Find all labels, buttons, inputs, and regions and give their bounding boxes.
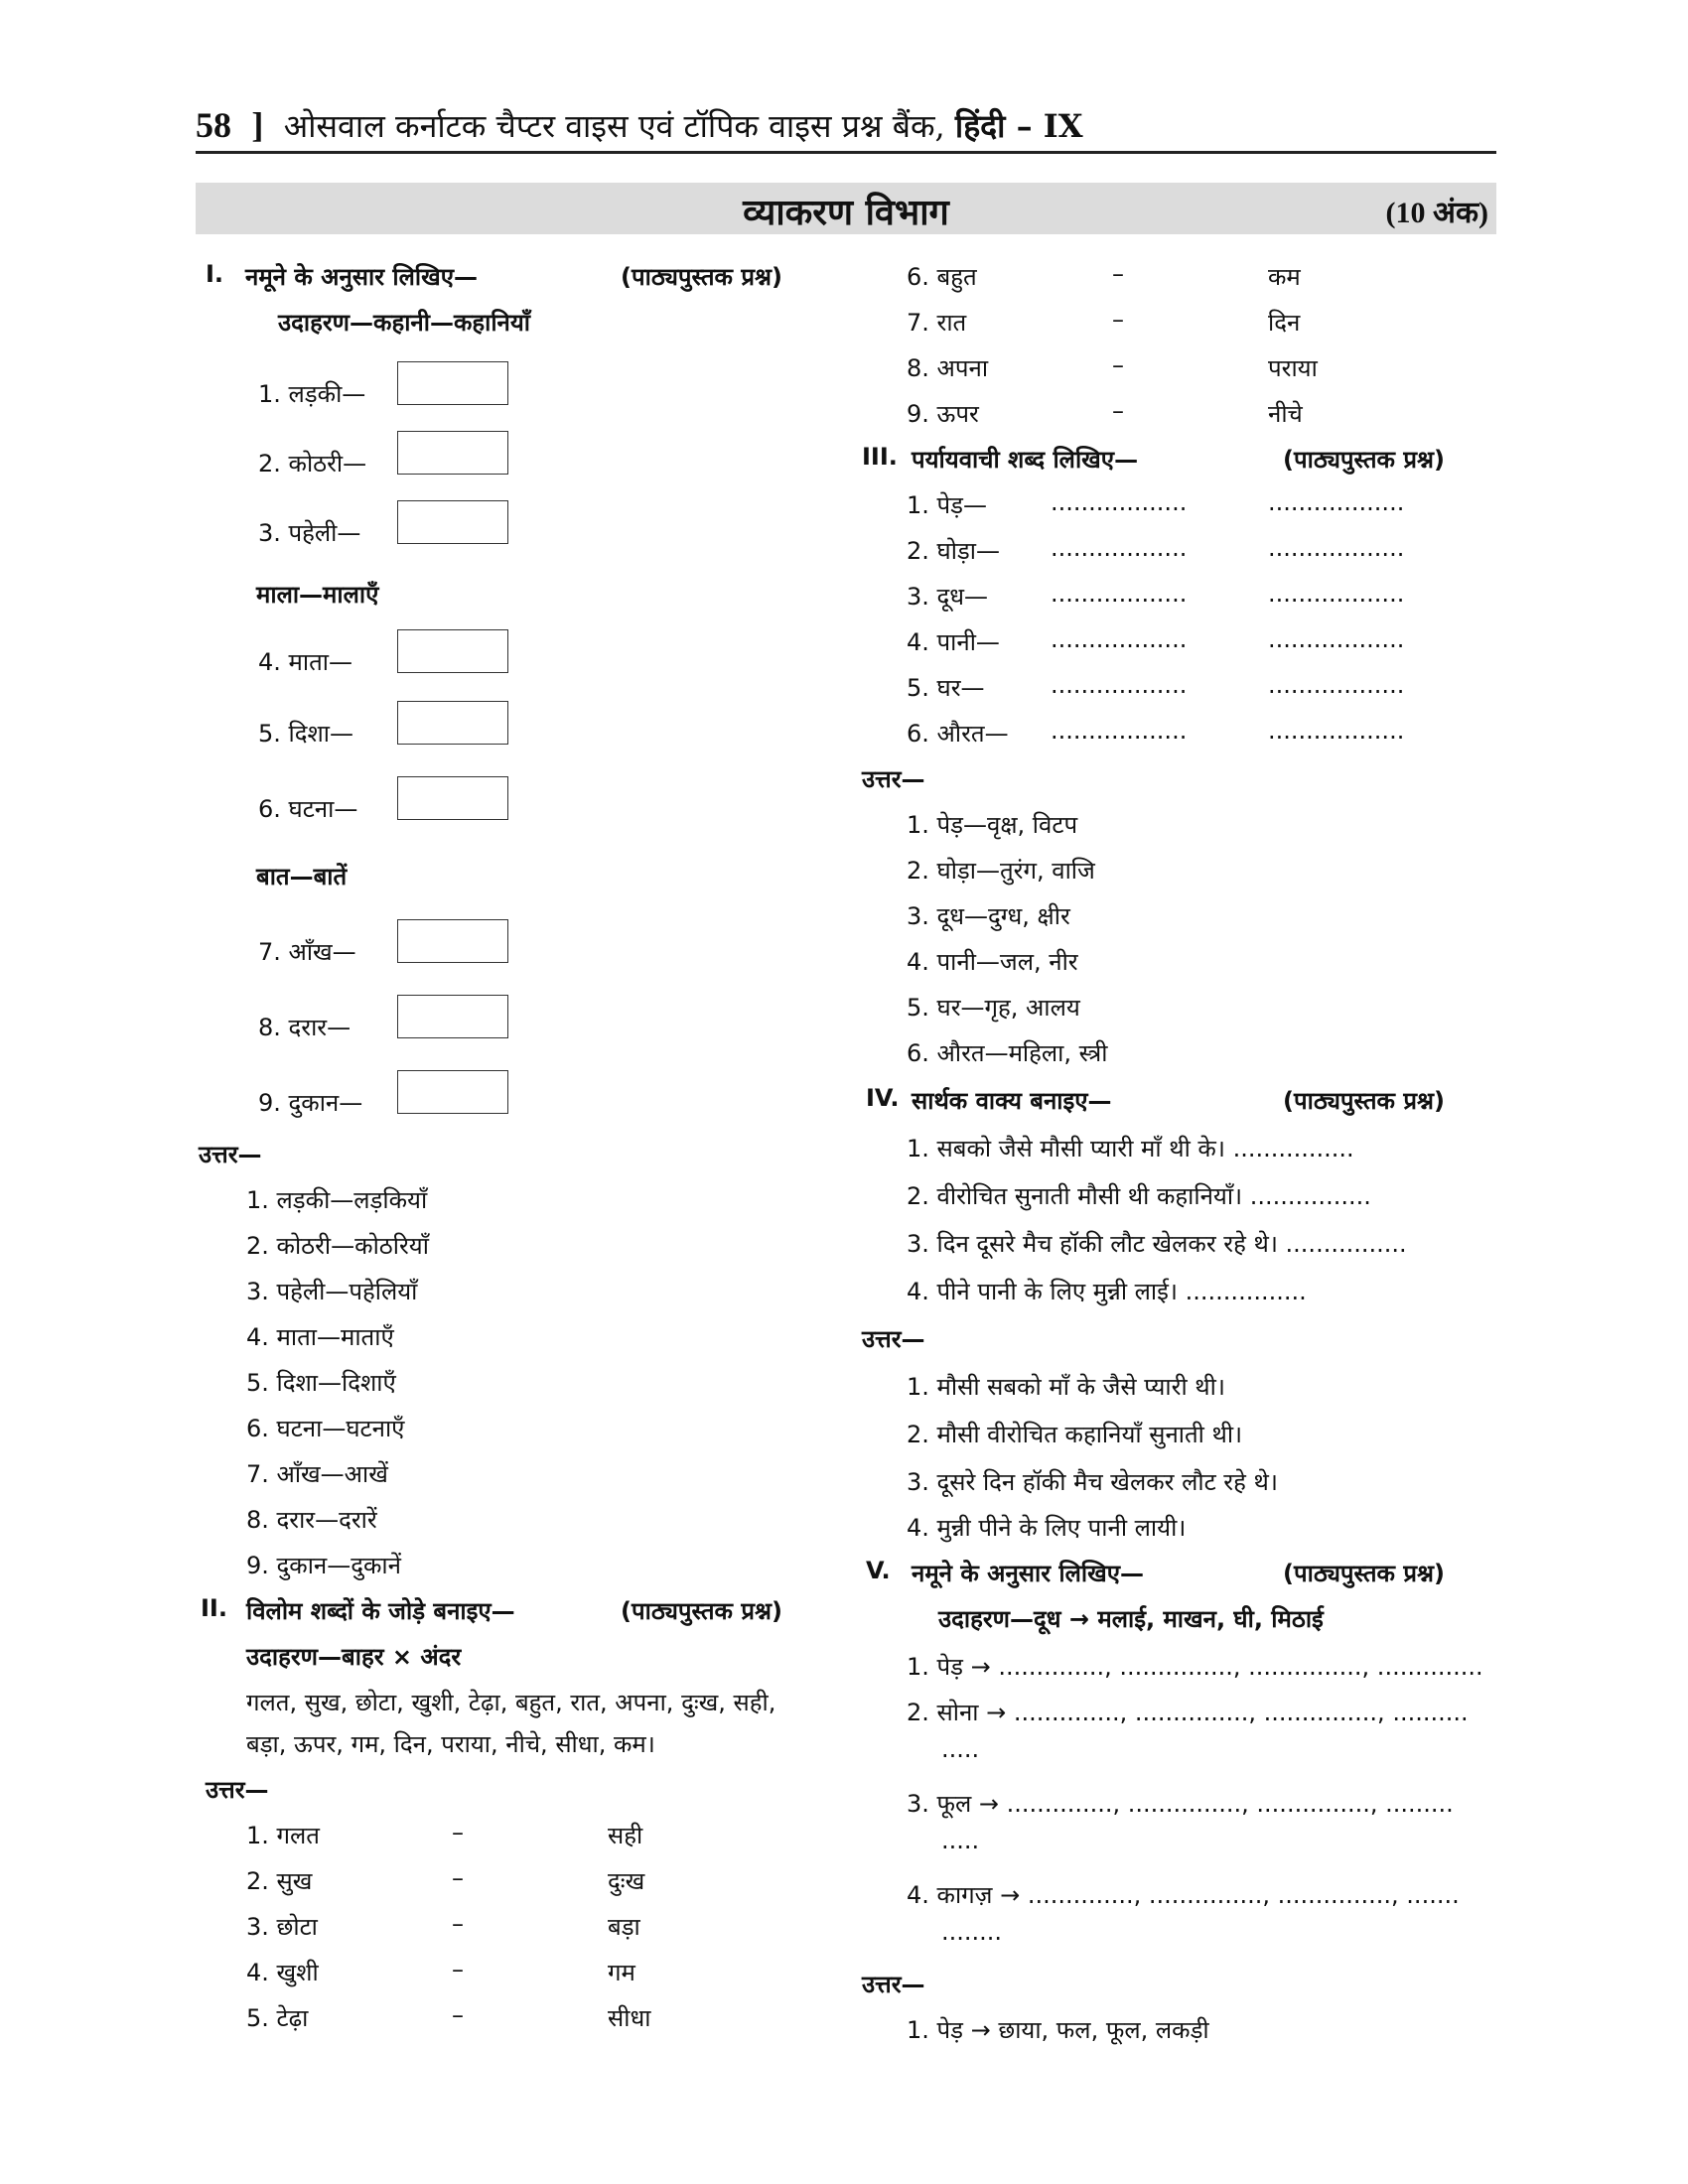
- antonym-left: 5. टेढ़ा: [246, 2004, 309, 2032]
- answer-line: 2. घोड़ा—तुरंग, वाजि: [907, 857, 1095, 885]
- antonym-left: 8. अपना: [907, 354, 989, 382]
- q4-number: IV.: [866, 1084, 900, 1112]
- q5-item: 4. कागज़ → .............., ..............., ..............., .......: [907, 1881, 1460, 1909]
- q1-item: 8. दरार—: [258, 1014, 352, 1041]
- q3-source: (पाठ्यपुस्तक प्रश्न): [1283, 446, 1445, 474]
- q1-item: 9. दुकान—: [258, 1089, 363, 1117]
- q4-item: 3. दिन दूसरे मैच हॉकी लौट खेलकर रहे थे। ................: [907, 1230, 1407, 1258]
- q5-answer-label: उत्तर—: [862, 1971, 925, 1998]
- antonym-left: 9. ऊपर: [907, 400, 979, 428]
- synonym-blank: ..................: [1051, 534, 1188, 562]
- antonym-right: सही: [608, 1822, 643, 1849]
- q2-instruction: विलोम शब्दों के जोड़े बनाइए—: [246, 1597, 515, 1625]
- q1-group-heading: माला—मालाएँ: [256, 581, 379, 609]
- antonym-left: 6. बहुत: [907, 263, 977, 291]
- synonym-blank: ..................: [1051, 671, 1188, 699]
- answer-box[interactable]: [397, 500, 508, 544]
- q1-item: 7. आँख—: [258, 938, 356, 966]
- antonym-dash: –: [452, 1819, 464, 1846]
- answer-line: 1. पेड़ → छाया, फल, फूल, लकड़ी: [907, 2016, 1209, 2044]
- answer-line: 6. औरत—महिला, स्त्री: [907, 1039, 1108, 1067]
- q4-item: 2. वीरोचित सुनाती मौसी थी कहानियाँ। ................: [907, 1182, 1371, 1210]
- q5-item-cont: ........: [941, 1918, 1003, 1946]
- antonym-dash: –: [1112, 397, 1124, 425]
- subject-label: हिंदी – IX: [954, 107, 1083, 145]
- synonym-blank: ..................: [1268, 717, 1405, 745]
- answer-box[interactable]: [397, 995, 508, 1038]
- antonym-dash: –: [452, 1864, 464, 1892]
- synonym-blank: ..................: [1051, 625, 1188, 653]
- q2-answer-label: उत्तर—: [206, 1776, 269, 1804]
- synonym-blank: ..................: [1051, 717, 1188, 745]
- antonym-left: 1. गलत: [246, 1822, 320, 1849]
- answer-line: 5. घर—गृह, आलय: [907, 994, 1080, 1022]
- antonym-right: सीधा: [608, 2004, 651, 2032]
- answer-line: 6. घटना—घटनाएँ: [246, 1415, 405, 1442]
- answer-box[interactable]: [397, 1070, 508, 1114]
- q4-answer-label: उत्तर—: [862, 1325, 925, 1353]
- q1-number: I.: [206, 260, 224, 288]
- antonym-dash: –: [452, 1910, 464, 1938]
- synonym-item: 3. दूध—: [907, 583, 989, 611]
- answer-box[interactable]: [397, 431, 508, 475]
- answer-line: 3. पहेली—पहेलियाँ: [246, 1278, 418, 1305]
- synonym-blank: ..................: [1051, 580, 1188, 608]
- answer-box[interactable]: [397, 701, 508, 745]
- q2-word-list: गलत, सुख, छोटा, खुशी, टेढ़ा, बहुत, रात, अपना, दुःख, सही,: [246, 1689, 776, 1716]
- page-number: 58: [196, 105, 231, 145]
- synonym-blank: ..................: [1268, 488, 1405, 516]
- antonym-right: दिन: [1268, 309, 1301, 337]
- q5-number: V.: [866, 1557, 891, 1584]
- antonym-right: गम: [608, 1959, 635, 1986]
- synonym-item: 1. पेड़—: [907, 491, 987, 519]
- answer-line: 1. मौसी सबको माँ के जैसे प्यारी थी।: [907, 1373, 1225, 1401]
- antonym-dash: –: [1112, 351, 1124, 379]
- synonym-item: 5. घर—: [907, 674, 985, 702]
- answer-line: 3. दूध—दुग्ध, क्षीर: [907, 902, 1070, 930]
- answer-box[interactable]: [397, 776, 508, 820]
- q5-item: 3. फूल → .............., ..............., ..............., .........: [907, 1790, 1454, 1818]
- answer-line: 4. पानी—जल, नीर: [907, 948, 1078, 976]
- q5-item-cont: .....: [941, 1735, 980, 1763]
- antonym-right: नीचे: [1268, 400, 1303, 428]
- antonym-left: 7. रात: [907, 309, 967, 337]
- header-bracket: ]: [251, 105, 264, 145]
- antonym-right: पराया: [1268, 354, 1318, 382]
- answer-line: 9. दुकान—दुकानें: [246, 1552, 401, 1579]
- synonym-blank: ..................: [1268, 625, 1405, 653]
- section-band: [196, 183, 1496, 234]
- answer-line: 1. पेड़—वृक्ष, विटप: [907, 811, 1078, 839]
- q3-instruction: पर्यायवाची शब्द लिखिए—: [912, 446, 1139, 474]
- answer-line: 2. मौसी वीरोचित कहानियाँ सुनाती थी।: [907, 1421, 1243, 1448]
- q1-item: 6. घटना—: [258, 795, 358, 823]
- antonym-left: 3. छोटा: [246, 1913, 318, 1941]
- synonym-blank: ..................: [1268, 580, 1405, 608]
- answer-line: 4. मुन्नी पीने के लिए पानी लायी।: [907, 1514, 1187, 1542]
- q1-item: 2. कोठरी—: [258, 450, 367, 478]
- answer-box[interactable]: [397, 629, 508, 673]
- q1-answer-label: उत्तर—: [199, 1141, 262, 1168]
- q3-number: III.: [862, 443, 898, 471]
- q4-source: (पाठ्यपुस्तक प्रश्न): [1283, 1087, 1445, 1115]
- answer-line: 5. दिशा—दिशाएँ: [246, 1369, 396, 1397]
- answer-line: 3. दूसरे दिन हॉकी मैच खेलकर लौट रहे थे।: [907, 1468, 1278, 1496]
- answer-line: 2. कोठरी—कोठरियाँ: [246, 1232, 429, 1260]
- synonym-item: 4. पानी—: [907, 628, 1000, 656]
- running-header: [196, 104, 1083, 147]
- q3-answer-label: उत्तर—: [862, 765, 925, 793]
- q1-source: (पाठ्यपुस्तक प्रश्न): [621, 263, 782, 291]
- antonym-dash: –: [452, 1956, 464, 1983]
- q2-number: II.: [201, 1594, 227, 1622]
- q5-item: 1. पेड़ → .............., ..............., ..............., ..............: [907, 1653, 1483, 1681]
- answer-line: 1. लड़की—लड़कियाँ: [246, 1186, 428, 1214]
- q5-instruction: नमूने के अनुसार लिखिए—: [912, 1560, 1145, 1587]
- q1-example: उदाहरण—कहानी—कहानियाँ: [278, 309, 531, 337]
- q4-item: 4. पीने पानी के लिए मुन्नी लाई। ................: [907, 1278, 1307, 1305]
- book-title: ओसवाल कर्नाटक चैप्टर वाइस एवं टॉपिक वाइस प्रश्न बैंक,: [283, 107, 945, 145]
- antonym-dash: –: [1112, 306, 1124, 334]
- antonym-right: दुःख: [608, 1867, 645, 1895]
- answer-line: 7. आँख—आखें: [246, 1460, 388, 1488]
- header-rule: [196, 151, 1496, 154]
- q1-item: 4. माता—: [258, 648, 352, 676]
- answer-box[interactable]: [397, 919, 508, 963]
- q1-item: 1. लड़की—: [258, 380, 366, 408]
- answer-line: 8. दरार—दरारें: [246, 1506, 377, 1534]
- synonym-item: 6. औरत—: [907, 720, 1009, 748]
- synonym-blank: ..................: [1051, 488, 1188, 516]
- q2-example: उदाहरण—बाहर × अंदर: [246, 1643, 462, 1671]
- section-marks: (10 अंक): [1385, 197, 1488, 229]
- antonym-left: 4. खुशी: [246, 1959, 319, 1986]
- antonym-dash: –: [1112, 260, 1124, 288]
- q1-item: 3. पहेली—: [258, 519, 361, 547]
- q2-word-list: बड़ा, ऊपर, गम, दिन, पराया, नीचे, सीधा, कम।: [246, 1730, 655, 1758]
- q5-example: उदाहरण—दूध → मलाई, माखन, घी, मिठाई: [938, 1605, 1324, 1633]
- antonym-right: कम: [1268, 263, 1301, 291]
- q4-item: 1. सबको जैसे मौसी प्यारी माँ थी के। ................: [907, 1135, 1354, 1162]
- q1-instruction: नमूने के अनुसार लिखिए—: [245, 263, 479, 291]
- q4-instruction: सार्थक वाक्य बनाइए—: [912, 1087, 1112, 1115]
- section-title: व्याकरण विभाग: [743, 193, 949, 233]
- answer-line: 4. माता—माताएँ: [246, 1323, 394, 1351]
- q5-source: (पाठ्यपुस्तक प्रश्न): [1283, 1560, 1445, 1587]
- q5-item: 2. सोना → .............., ..............., ..............., ..........: [907, 1699, 1469, 1726]
- q1-item: 5. दिशा—: [258, 720, 354, 748]
- synonym-blank: ..................: [1268, 534, 1405, 562]
- antonym-right: बड़ा: [608, 1913, 640, 1941]
- synonym-blank: ..................: [1268, 671, 1405, 699]
- antonym-left: 2. सुख: [246, 1867, 313, 1895]
- q1-group-heading: बात—बातें: [256, 863, 348, 890]
- q2-source: (पाठ्यपुस्तक प्रश्न): [621, 1597, 782, 1625]
- antonym-dash: –: [452, 2001, 464, 2029]
- synonym-item: 2. घोड़ा—: [907, 537, 1000, 565]
- q5-item-cont: .....: [941, 1827, 980, 1854]
- answer-box[interactable]: [397, 361, 508, 405]
